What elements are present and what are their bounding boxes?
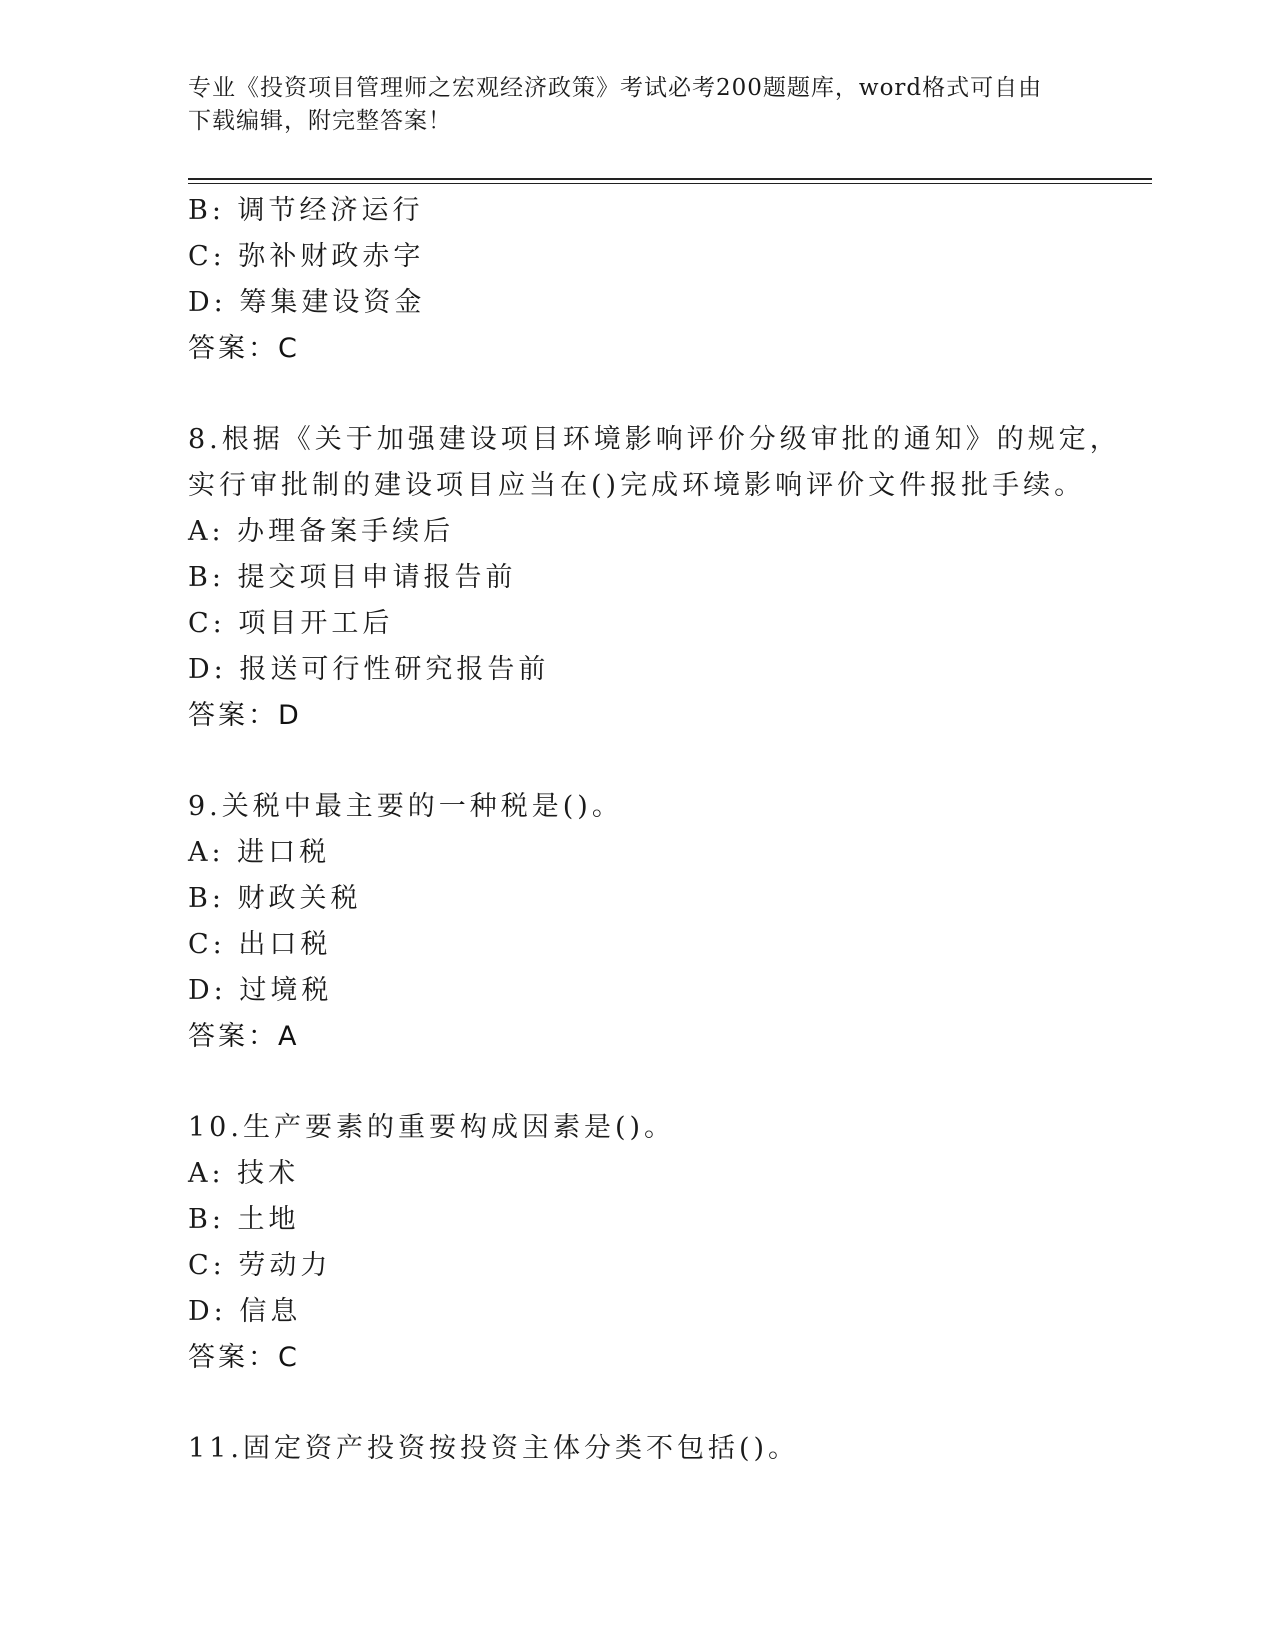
question-9 xyxy=(188,784,1152,1060)
option-c: C: 出口税 xyxy=(188,929,332,960)
header-divider xyxy=(188,178,1152,184)
question-list xyxy=(188,188,1152,1472)
answer-line: 答案：D xyxy=(188,700,302,731)
option-b: B: 财政关税 xyxy=(188,883,362,914)
option-c: C: 劳动力 xyxy=(188,1250,332,1281)
header-line-1: 专业《投资项目管理师之宏观经济政策》考试必考200题题库，word格式可自由 xyxy=(188,75,1043,101)
question-7-continued xyxy=(188,188,1152,372)
spacer xyxy=(188,372,1152,417)
option-b: B: 提交项目申请报告前 xyxy=(188,562,517,593)
option-b: B: 土地 xyxy=(188,1204,300,1235)
option-a: A: 技术 xyxy=(188,1158,300,1189)
option-a: A: 进口税 xyxy=(188,837,331,868)
option-d: D: 信息 xyxy=(188,1296,302,1327)
option-c: C: 项目开工后 xyxy=(188,608,394,639)
option-d: D: 筹集建设资金 xyxy=(188,287,426,318)
spacer xyxy=(188,1060,1152,1105)
option-a: A: 办理备案手续后 xyxy=(188,516,455,547)
answer-line: 答案：C xyxy=(188,333,300,364)
option-d: D: 过境税 xyxy=(188,975,333,1006)
option-c: C: 弥补财政赤字 xyxy=(188,241,425,272)
answer-line: 答案：A xyxy=(188,1021,300,1052)
question-text: 9.关税中最主要的一种税是()。 xyxy=(188,791,623,822)
spacer xyxy=(188,1381,1152,1426)
question-10 xyxy=(188,1105,1152,1381)
spacer xyxy=(188,739,1152,784)
question-11 xyxy=(188,1426,1152,1472)
document-header xyxy=(188,72,1088,138)
option-d: D: 报送可行性研究报告前 xyxy=(188,654,550,685)
header-line-2: 下载编辑，附完整答案！ xyxy=(188,108,452,134)
question-text: 10.生产要素的重要构成因素是()。 xyxy=(188,1112,676,1143)
question-text: 11.固定资产投资按投资主体分类不包括()。 xyxy=(188,1433,800,1464)
option-b: B: 调节经济运行 xyxy=(188,195,424,226)
answer-line: 答案：C xyxy=(188,1342,300,1373)
question-8 xyxy=(188,417,1152,739)
question-text-continued: 实行审批制的建设项目应当在()完成环境影响评价文件报批手续。 xyxy=(188,470,1086,501)
question-text: 8.根据《关于加强建设项目环境影响评价分级审批的通知》的规定， xyxy=(188,424,1121,455)
